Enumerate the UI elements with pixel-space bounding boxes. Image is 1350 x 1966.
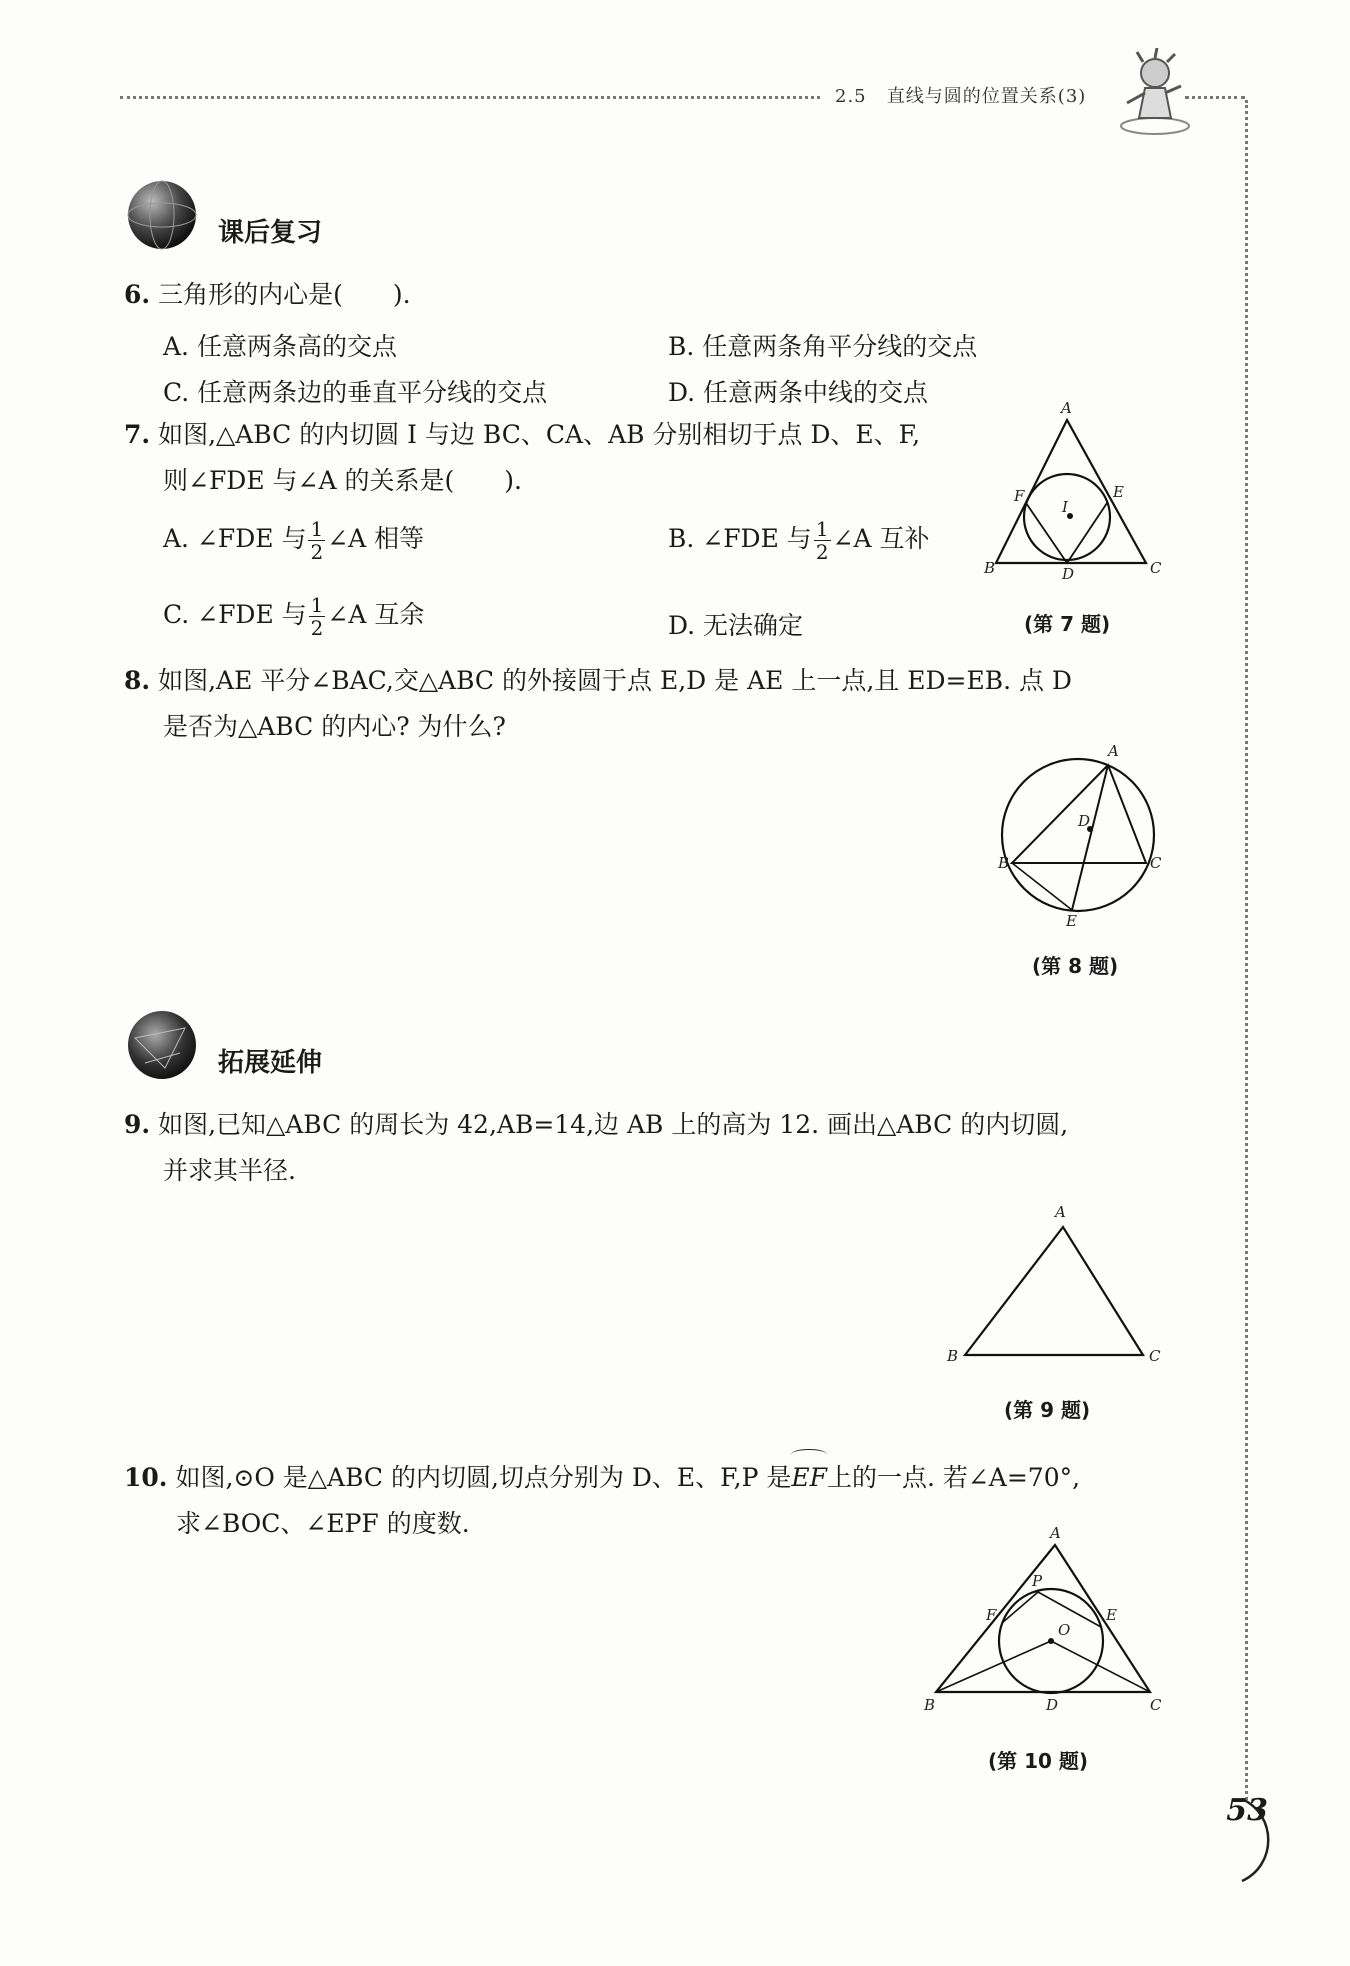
label-c: C xyxy=(1149,1347,1161,1365)
question-10-line-1 xyxy=(124,1455,1080,1501)
question-7-option-d: D. 无法确定 xyxy=(668,611,804,640)
fraction-numerator: 1 xyxy=(310,593,324,617)
label-a: A xyxy=(1108,742,1119,760)
question-7-line-2: 则∠FDE 与∠A 的关系是( ). xyxy=(163,466,522,495)
fraction-denominator: 2 xyxy=(310,540,324,564)
mascot-icon xyxy=(1115,48,1195,138)
fraction-denominator: 2 xyxy=(815,540,829,564)
header-rule xyxy=(120,96,820,99)
label-e: E xyxy=(1106,1606,1117,1624)
label-i: I xyxy=(1062,498,1068,516)
label-d: D xyxy=(1078,812,1091,830)
question-number: 7. xyxy=(124,420,151,449)
figure-8-caption: (第 8 题) xyxy=(1032,954,1119,978)
question-6-stem xyxy=(124,272,411,318)
option-text: ∠A 互余 xyxy=(327,600,425,629)
question-8-line-2: 是否为△ABC 的内心? 为什么? xyxy=(163,712,506,741)
question-text: 如图,AE 平分∠BAC,交△ABC 的外接圆于点 E,D 是 AE 上一点,且 ED=EB. 点 D xyxy=(158,666,1072,695)
label-e: E xyxy=(1113,483,1124,501)
label-f: F xyxy=(1014,487,1025,505)
option-text: ∠A 互补 xyxy=(832,524,930,553)
page-number: 53 xyxy=(1226,1793,1268,1828)
figure-10-caption: (第 10 题) xyxy=(988,1749,1089,1773)
question-text: 如图,已知△ABC 的周长为 42,AB=14,边 AB 上的高为 12. 画出△ABC 的内切圆, xyxy=(158,1110,1069,1139)
angle-epf xyxy=(1002,1592,1101,1627)
label-a: A xyxy=(1055,1203,1066,1221)
question-number: 6. xyxy=(124,280,151,309)
label-b: B xyxy=(998,854,1010,872)
label-o: O xyxy=(1058,1621,1071,1639)
figure-7-caption: (第 7 题) xyxy=(1024,612,1111,636)
question-7-option-a xyxy=(163,518,424,563)
label-c: C xyxy=(1150,1696,1162,1714)
fraction-half xyxy=(309,594,326,639)
question-9-line-1 xyxy=(124,1102,1068,1148)
question-9-line-2: 并求其半径. xyxy=(163,1156,296,1185)
question-7-option-b xyxy=(668,518,930,563)
page-margin-rule xyxy=(1245,100,1248,1800)
fraction-denominator: 2 xyxy=(310,616,324,640)
question-8-line-1 xyxy=(124,658,1072,704)
label-a: A xyxy=(1050,1524,1061,1542)
question-number: 8. xyxy=(124,666,151,695)
question-6-option-b: B. 任意两条角平分线的交点 xyxy=(668,332,978,361)
question-6-option-a: A. 任意两条高的交点 xyxy=(163,332,397,361)
section-title-extension: 拓展延伸 xyxy=(218,1048,323,1078)
question-10-line-2: 求∠BOC、∠EPF 的度数. xyxy=(176,1509,470,1538)
option-text: ∠A 相等 xyxy=(327,524,425,553)
figure-9-diagram xyxy=(935,1195,1175,1375)
fraction-numerator: 1 xyxy=(815,517,829,541)
question-7-option-c xyxy=(163,594,424,639)
fraction-half xyxy=(308,518,325,563)
label-b: B xyxy=(924,1696,936,1714)
label-b: B xyxy=(947,1347,959,1365)
question-text: 三角形的内心是( ). xyxy=(158,280,411,309)
label-d: D xyxy=(1062,565,1075,580)
label-d: D xyxy=(1046,1696,1059,1714)
label-c: C xyxy=(1150,854,1162,872)
segment-ae xyxy=(1072,765,1108,910)
question-number: 9. xyxy=(124,1110,151,1139)
question-6-option-d: D. 任意两条中线的交点 xyxy=(668,378,929,407)
figure-9-caption: (第 9 题) xyxy=(1004,1398,1091,1422)
option-text: A. ∠FDE 与 xyxy=(163,524,307,553)
section-title-review: 课后复习 xyxy=(218,218,323,248)
triangle-abc xyxy=(965,1227,1143,1355)
question-text: 如图,⊙O 是△ABC 的内切圆,切点分别为 D、E、F,P 是 xyxy=(175,1463,792,1492)
fraction-numerator: 1 xyxy=(310,517,324,541)
header-section-title: 直线与圆的位置关系(3) xyxy=(886,86,1087,107)
sphere-icon xyxy=(125,178,200,253)
segment-oc xyxy=(1051,1641,1150,1692)
header-section-number: 2.5 xyxy=(835,86,867,107)
label-e: E xyxy=(1066,912,1077,930)
figure-10-diagram xyxy=(920,1520,1180,1715)
label-p: P xyxy=(1032,1572,1043,1590)
question-7-line-1 xyxy=(124,412,920,458)
arc-ef: EF xyxy=(791,1455,827,1501)
figure-7-diagram xyxy=(980,395,1180,580)
label-a: A xyxy=(1061,399,1072,417)
question-number: 10. xyxy=(124,1463,168,1492)
option-text: C. ∠FDE 与 xyxy=(163,600,307,629)
question-text: 如图,△ABC 的内切圆 I 与边 BC、CA、AB 分别相切于点 D、E、F, xyxy=(158,420,921,449)
figure-8-diagram xyxy=(990,740,1180,930)
question-6-option-c: C. 任意两条边的垂直平分线的交点 xyxy=(163,378,548,407)
center-point-o xyxy=(1048,1638,1054,1644)
option-text: B. ∠FDE 与 xyxy=(668,524,812,553)
segment-ob xyxy=(936,1641,1051,1692)
label-b: B xyxy=(984,559,996,577)
triangle-abc xyxy=(936,1545,1150,1692)
fraction-half xyxy=(814,518,831,563)
header-title xyxy=(835,82,1086,108)
sphere-icon xyxy=(125,1008,200,1083)
label-c: C xyxy=(1150,559,1162,577)
question-text: 上的一点. 若∠A=70°, xyxy=(826,1463,1081,1492)
label-f: F xyxy=(986,1606,997,1624)
